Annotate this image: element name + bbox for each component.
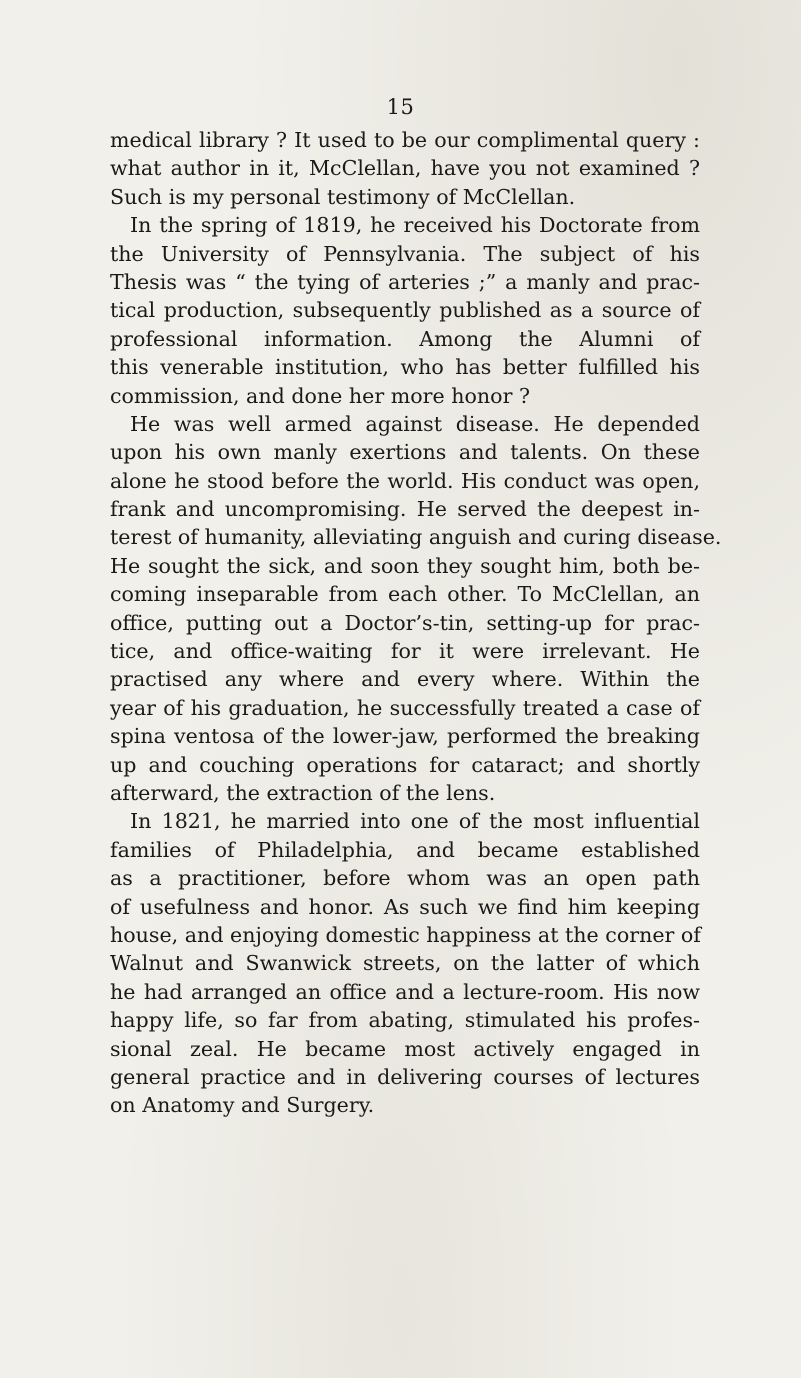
text-line: office, putting out a Doctor’s-tin, setting-up for prac- (110, 610, 700, 635)
text-line: the University of Pennsylvania. The subject of his (110, 241, 700, 266)
text-line: he had arranged an office and a lecture-room. His now (110, 979, 700, 1004)
text-line: Walnut and Swanwick streets, on the latter of which (110, 951, 700, 976)
text-line: spina ventosa of the lower-jaw, performed the breaking (110, 724, 700, 749)
text-line: terest of humanity, alleviating anguish and curing disease. (110, 525, 722, 550)
page-number: 15 (386, 95, 415, 119)
text-line: this venerable institution, who has better fulfilled his (110, 355, 700, 380)
text-line: In 1821, he married into one of the most influential (130, 809, 700, 834)
text-line: Such is my personal testimony of McClellan. (110, 184, 576, 209)
text-line: commission, and done her more honor ? (110, 383, 530, 408)
body-text (110, 126, 722, 1120)
text-line: He was well armed against disease. He depended (130, 411, 700, 436)
text-line: families of Philadelphia, and became established (110, 837, 700, 862)
text-line: afterward, the extraction of the lens. (110, 780, 496, 805)
text-line: on Anatomy and Surgery. (110, 1093, 375, 1118)
text-line: general practice and in delivering courses of lectures (110, 1064, 700, 1089)
text-line: coming inseparable from each other. To McClellan, an (110, 582, 700, 607)
text-line: frank and uncompromising. He served the deepest in- (110, 497, 700, 522)
text-line: alone he stood before the world. His conduct was open, (110, 468, 700, 493)
text-line: year of his graduation, he successfully treated a case of (110, 695, 700, 720)
text-line: professional information. Among the Alumni of (110, 326, 700, 351)
text-line: tice, and office-waiting for it were irrelevant. He (110, 639, 700, 664)
text-line: medical library ? It used to be our complimental query : (110, 128, 700, 152)
text-line: as a practitioner, before whom was an open path (110, 866, 700, 891)
text-line: practised any where and every where. Within the (110, 667, 700, 692)
text-line: house, and enjoying domestic happiness at the corner of (110, 922, 701, 947)
text-line: sional zeal. He became most actively engaged in (110, 1036, 700, 1061)
text-line: up and couching operations for cataract; and shortly (110, 752, 700, 777)
text-line: happy life, so far from abating, stimulated his profes- (110, 1008, 700, 1033)
text-line: of usefulness and honor. As such we find him keeping (110, 894, 700, 919)
text-line: upon his own manly exertions and talents. On these (110, 440, 700, 465)
text-line: Thesis was “ the tying of arteries ;” a manly and prac- (110, 269, 700, 294)
text-line: what author in it, McClellan, have you not examined ? (110, 156, 700, 181)
text-line: tical production, subsequently published as a source of (110, 298, 700, 323)
text-line: In the spring of 1819, he received his Doctorate from (130, 213, 700, 238)
text-line: He sought the sick, and soon they sought him, both be- (110, 553, 700, 578)
